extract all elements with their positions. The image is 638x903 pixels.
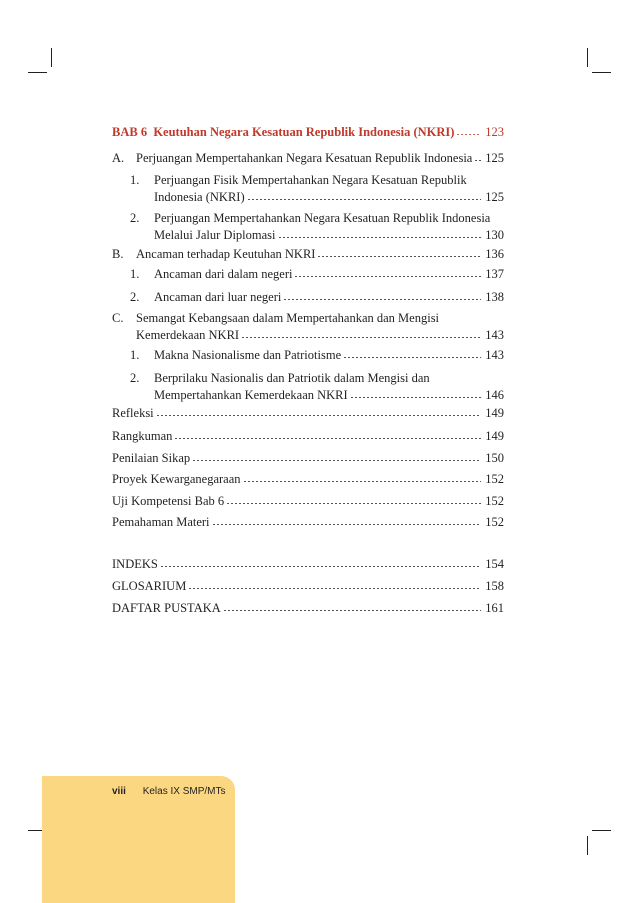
page-number: 150 — [485, 451, 504, 465]
toc-entry-uji-kompetensi[interactable] — [112, 493, 504, 510]
page-number: 154 — [485, 557, 504, 571]
dot-leader — [192, 460, 481, 461]
chapter-number: BAB 6 — [112, 125, 148, 139]
toc-entry-pemahaman-materi[interactable] — [112, 514, 504, 531]
crop-mark — [28, 72, 47, 73]
subsection-title-line1: Berprilaku Nasionalis dan Patriotik dalam Mengisi dan — [154, 371, 430, 385]
toc-entry-glosarium[interactable] — [112, 578, 504, 595]
subsection-title-line1: Perjuangan Mempertahankan Negara Kesatuan Republik Indonesia — [154, 211, 491, 225]
section-title-line1: Semangat Kebangsaan dalam Mempertahankan dan Mengisi — [136, 311, 440, 325]
page-number: 123 — [485, 125, 504, 139]
chapter-title: Keutuhan Negara Kesatuan Republik Indonesia (NKRI) — [153, 125, 455, 139]
toc-section-entry[interactable] — [112, 310, 504, 344]
subsection-title-line2: Mempertahankan Kemerdekaan NKRI — [154, 388, 348, 402]
toc-entry-indeks[interactable] — [112, 556, 504, 573]
subsection-marker: 1. — [130, 173, 140, 187]
section-title-line2: Kemerdekaan NKRI — [136, 328, 240, 342]
page-number: 152 — [485, 515, 504, 529]
dot-leader — [188, 588, 481, 589]
dot-leader — [283, 299, 481, 300]
dot-leader — [350, 397, 481, 398]
subsection-title-line2: Melalui Jalur Diplomasi — [154, 228, 276, 242]
page-number: 130 — [485, 228, 504, 242]
entry-title: Rangkuman — [112, 429, 173, 443]
crop-mark — [587, 836, 588, 855]
page-number: 152 — [485, 472, 504, 486]
subsection-marker: 1. — [130, 348, 140, 362]
page-number: 149 — [485, 429, 504, 443]
page-number: 136 — [485, 247, 504, 261]
dot-leader — [226, 503, 481, 504]
dot-leader — [243, 481, 481, 482]
toc-section-entry[interactable] — [112, 246, 504, 263]
toc-entry-refleksi[interactable] — [112, 405, 504, 422]
section-title: Perjuangan Mempertahankan Negara Kesatuan Republik Indonesia — [136, 151, 473, 165]
toc-entry-rangkuman[interactable] — [112, 428, 504, 445]
crop-mark — [592, 72, 611, 73]
footer-book-label: Kelas IX SMP/MTs — [142, 786, 226, 797]
page-number: 158 — [485, 579, 504, 593]
toc-entry-daftar-pustaka[interactable] — [112, 600, 504, 617]
entry-title: GLOSARIUM — [112, 579, 187, 593]
entry-title: DAFTAR PUSTAKA — [112, 601, 221, 615]
crop-mark — [51, 48, 52, 67]
entry-title: Pemahaman Materi — [112, 515, 210, 529]
entry-title: INDEKS — [112, 557, 158, 571]
dot-leader — [474, 160, 481, 161]
entry-title: Refleksi — [112, 406, 154, 420]
subsection-title: Ancaman dari dalam negeri — [154, 267, 293, 281]
toc-subsection-entry[interactable] — [112, 347, 504, 364]
dot-leader — [223, 610, 481, 611]
toc-subsection-entry[interactable] — [112, 289, 504, 306]
dot-leader — [343, 357, 481, 358]
toc-entry-proyek-kewarganegaraan[interactable] — [112, 471, 504, 488]
subsection-title: Ancaman dari luar negeri — [154, 290, 282, 304]
toc-chapter-entry[interactable] — [112, 124, 504, 141]
section-title: Ancaman terhadap Keutuhan NKRI — [136, 247, 316, 261]
dot-leader — [156, 415, 481, 416]
dot-leader — [174, 438, 481, 439]
toc-subsection-entry[interactable] — [112, 210, 504, 244]
toc-subsection-entry[interactable] — [112, 172, 504, 206]
dot-leader — [241, 337, 481, 338]
section-marker: A. — [112, 151, 125, 165]
toc-subsection-entry[interactable] — [112, 266, 504, 283]
toc-section-entry[interactable] — [112, 150, 504, 167]
page-number: 152 — [485, 494, 504, 508]
page-number: 138 — [485, 290, 504, 304]
subsection-title-line1: Perjuangan Fisik Mempertahankan Negara Kesatuan Republik — [154, 173, 467, 187]
page-number: 137 — [485, 267, 504, 281]
footer-page-number: viii — [112, 786, 126, 797]
toc-entry-penilaian-sikap[interactable] — [112, 450, 504, 467]
subsection-marker: 2. — [130, 211, 140, 225]
subsection-title: Makna Nasionalisme dan Patriotisme — [154, 348, 342, 362]
page-footer — [112, 786, 226, 797]
crop-mark — [592, 830, 611, 831]
toc-subsection-entry[interactable] — [112, 370, 504, 404]
dot-leader — [294, 276, 481, 277]
crop-mark — [587, 48, 588, 67]
dot-leader — [317, 256, 481, 257]
page-number: 146 — [485, 388, 504, 402]
page-number: 125 — [485, 151, 504, 165]
page-number: 149 — [485, 406, 504, 420]
dot-leader — [247, 199, 481, 200]
page-number: 161 — [485, 601, 504, 615]
entry-title: Uji Kompetensi Bab 6 — [112, 494, 225, 508]
page-number: 143 — [485, 328, 504, 342]
dot-leader — [160, 566, 481, 567]
entry-title: Proyek Kewarganegaraan — [112, 472, 241, 486]
subsection-marker: 2. — [130, 371, 140, 385]
subsection-marker: 1. — [130, 267, 140, 281]
subsection-title-line2: Indonesia (NKRI) — [154, 190, 245, 204]
entry-title: Penilaian Sikap — [112, 451, 191, 465]
subsection-marker: 2. — [130, 290, 140, 304]
section-marker: B. — [112, 247, 124, 261]
dot-leader — [456, 134, 481, 135]
section-marker: C. — [112, 311, 124, 325]
page-number: 143 — [485, 348, 504, 362]
dot-leader — [278, 237, 481, 238]
dot-leader — [212, 524, 481, 525]
page-number: 125 — [485, 190, 504, 204]
